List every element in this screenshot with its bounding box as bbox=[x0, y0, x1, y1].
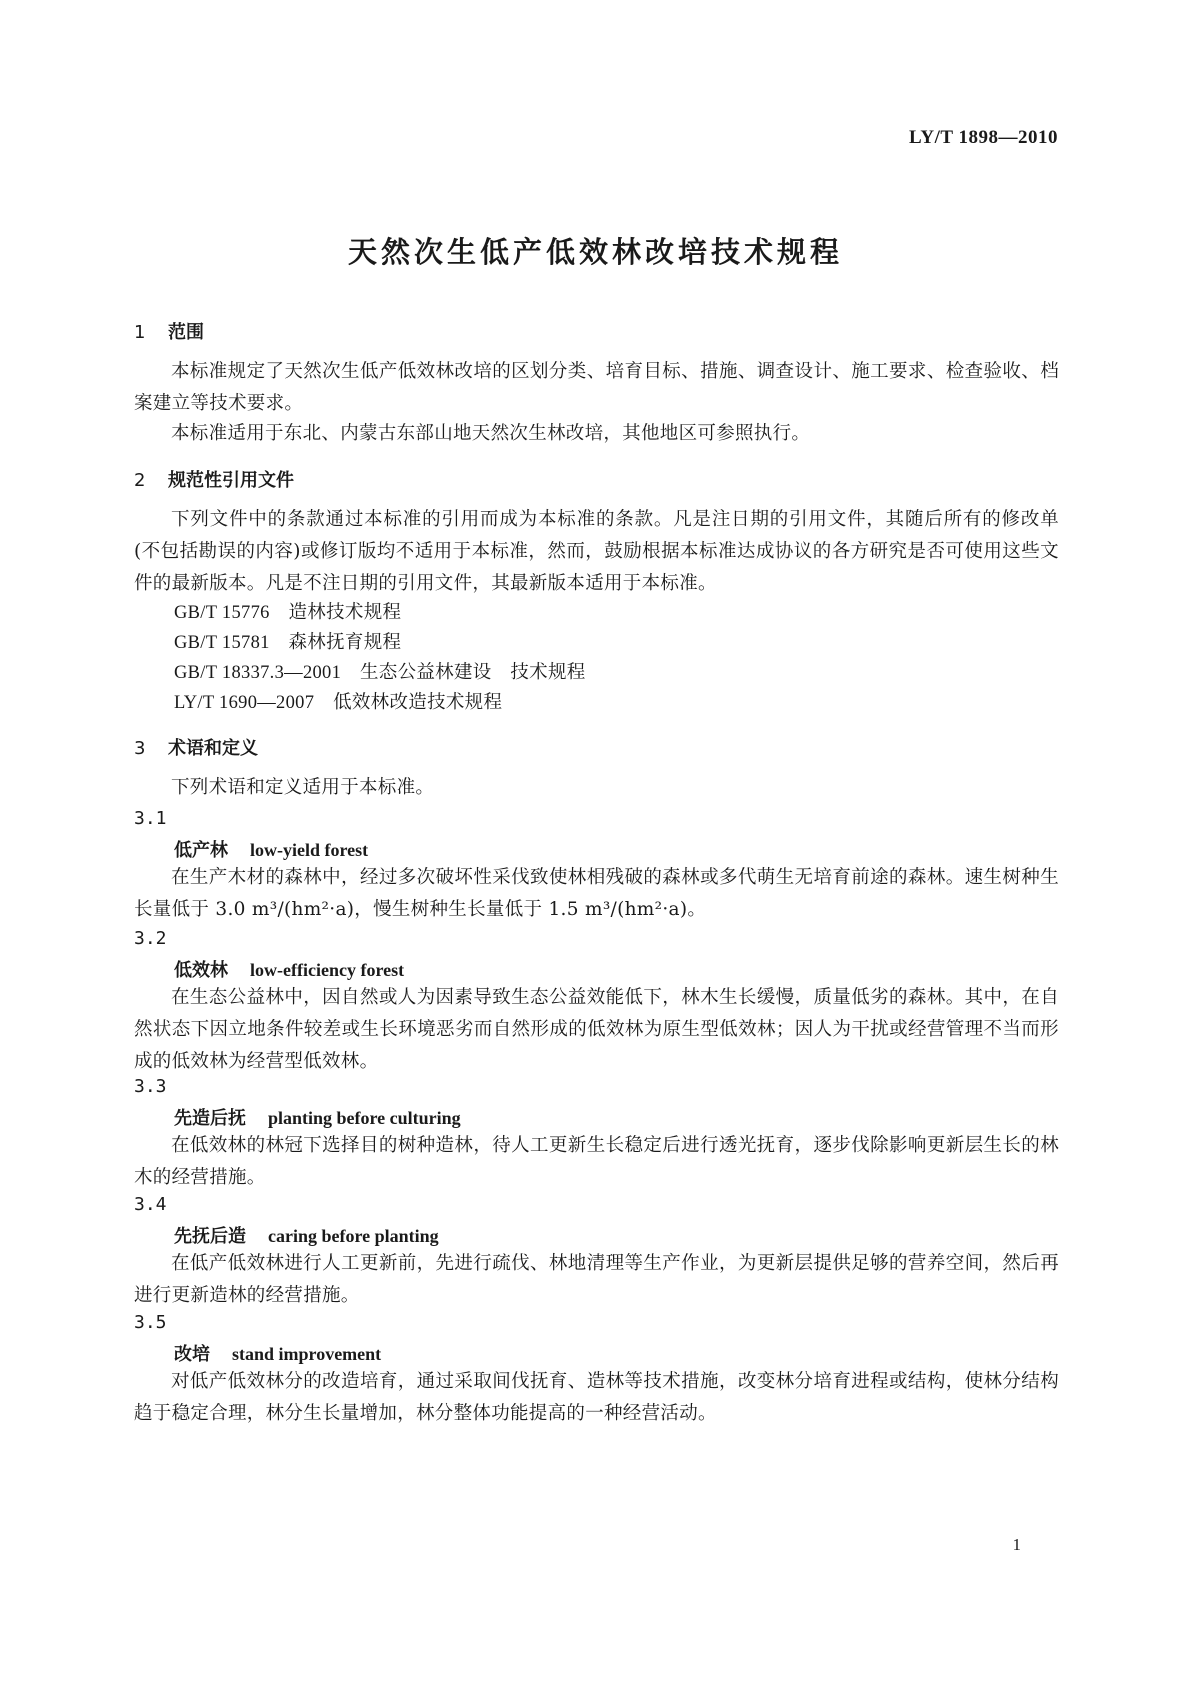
reference-code: GB/T 15781 bbox=[174, 633, 270, 653]
reference-item bbox=[174, 658, 586, 684]
reference-title: 造林技术规程 bbox=[288, 602, 402, 623]
section-title: 术语和定义 bbox=[168, 738, 258, 759]
normative-paragraph: 下列文件中的条款通过本标准的引用而成为本标准的条款。凡是注日期的引用文件，其随后所有的修改单(不包括勘误的内容)或修订版均不适用于本标准，然而，鼓励根据本标准达成协议的各方研究是否可使用这些文件的最新版本。凡是不注日期的引用文件，其最新版本适用于本标准。 bbox=[134, 509, 1059, 594]
reference-title: 森林抚育规程 bbox=[288, 632, 402, 653]
section-title: 规范性引用文件 bbox=[168, 470, 294, 491]
term-definition: 在低产低效林进行人工更新前，先进行疏伐、林地清理等生产作业，为更新层提供足够的营养空间，然后再进行更新造林的经营措施。 bbox=[134, 1253, 1059, 1306]
term-number: 3.3 bbox=[134, 1076, 167, 1097]
scope-paragraph-1: 本标准规定了天然次生低产低效林改培的区划分类、培育目标、措施、调查设计、施工要求、检查验收、档案建立等技术要求。 bbox=[134, 361, 1059, 414]
section-number: 3 bbox=[134, 738, 146, 759]
term-heading bbox=[174, 1340, 381, 1366]
term-definition: 对低产低效林分的改造培育，通过采取间伐抚育、造林等技术措施，改变林分培育进程或结构，使林分结构趋于稳定合理，林分生长量增加，林分整体功能提高的一种经营活动。 bbox=[134, 1371, 1059, 1424]
term-zh: 低产林 bbox=[174, 840, 228, 861]
reference-code: GB/T 18337.3—2001 bbox=[174, 663, 342, 683]
term-en: caring before planting bbox=[268, 1226, 439, 1246]
reference-code: GB/T 15776 bbox=[174, 603, 270, 623]
term-heading bbox=[174, 956, 404, 982]
page-number: 1 bbox=[1012, 1535, 1021, 1554]
term-zh: 低效林 bbox=[174, 960, 228, 981]
section-heading-normative bbox=[134, 466, 294, 492]
term-zh: 先抚后造 bbox=[174, 1226, 246, 1247]
reference-item bbox=[174, 598, 401, 624]
scope-paragraph-2: 本标准适用于东北、内蒙古东部山地天然次生林改培，其他地区可参照执行。 bbox=[171, 423, 811, 444]
reference-title: 低效林改造技术规程 bbox=[333, 692, 503, 713]
document-title: 天然次生低产低效林改培技术规程 bbox=[347, 235, 843, 269]
section-title: 范围 bbox=[168, 322, 204, 343]
term-definition: 在生态公益林中，因自然或人为因素导致生态公益效能低下，林木生长缓慢，质量低劣的森林。其中，在自然状态下因立地条件较差或生长环境恶劣而自然形成的低效林为原生型低效林；因人为干扰或经营管理不当而形成的低效林为经营型低效林。 bbox=[134, 987, 1059, 1072]
standard-code: LY/T 1898—2010 bbox=[908, 127, 1058, 148]
term-number: 3.1 bbox=[134, 808, 167, 829]
term-definition: 在低效林的林冠下选择目的树种造林，待人工更新生长稳定后进行透光抚育，逐步伐除影响更新层生长的林木的经营措施。 bbox=[134, 1135, 1059, 1188]
reference-code: LY/T 1690—2007 bbox=[174, 693, 315, 713]
term-zh: 改培 bbox=[174, 1344, 210, 1365]
reference-item bbox=[174, 688, 502, 714]
term-heading bbox=[174, 1104, 461, 1130]
term-en: stand improvement bbox=[232, 1344, 382, 1364]
reference-item bbox=[174, 628, 401, 654]
section-number: 2 bbox=[134, 470, 146, 491]
term-en: planting before culturing bbox=[268, 1108, 461, 1128]
term-number: 3.2 bbox=[134, 928, 167, 949]
section-heading-terms bbox=[134, 734, 258, 760]
reference-title: 生态公益林建设 技术规程 bbox=[359, 662, 586, 683]
term-en: low-yield forest bbox=[250, 840, 369, 860]
term-heading bbox=[174, 836, 368, 862]
section-number: 1 bbox=[134, 322, 146, 343]
term-en: low-efficiency forest bbox=[250, 960, 405, 980]
term-definition: 在生产木材的森林中，经过多次破坏性采伐致使林相残破的森林或多代萌生无培育前途的森林。速生树种生长量低于 3.0 m³/(hm²·a)，慢生树种生长量低于 1.5 m³/(hm²·a)。 bbox=[134, 867, 1059, 920]
term-heading bbox=[174, 1222, 439, 1248]
term-number: 3.4 bbox=[134, 1194, 167, 1215]
term-number: 3.5 bbox=[134, 1312, 167, 1333]
section-heading-scope bbox=[134, 318, 204, 344]
term-zh: 先造后抚 bbox=[174, 1108, 246, 1129]
terms-intro: 下列术语和定义适用于本标准。 bbox=[171, 777, 435, 798]
